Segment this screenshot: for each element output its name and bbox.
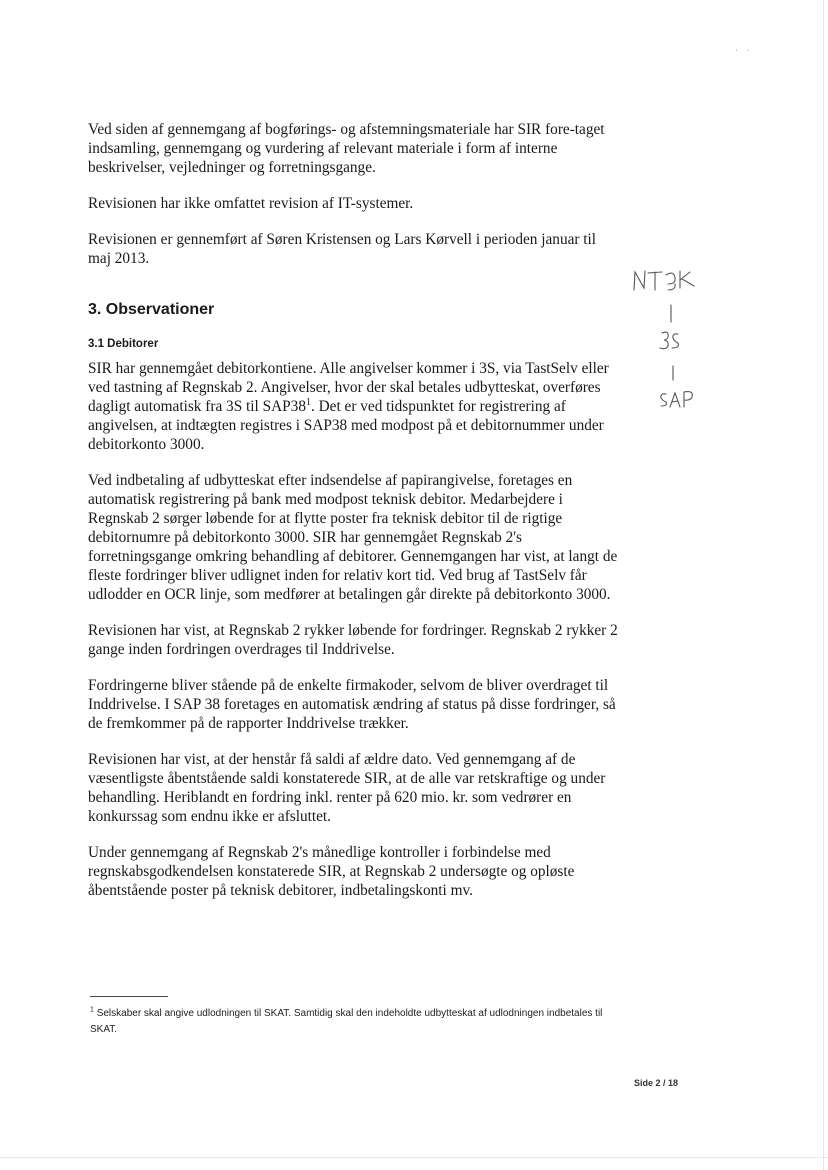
paragraph-text: . Det er ved tidspunktet for registrering af angivelsen, at indtægten registres i SAP38 med modpost på et debitornummer under debitorkonto 3000. bbox=[88, 398, 604, 453]
debitorer-paragraph-1 bbox=[88, 359, 618, 454]
footnote bbox=[90, 1006, 610, 1038]
intro-paragraph-1: Ved siden af gennemgang af bogførings- og afstemningsmateriale har SIR fore-taget indsamling, gennemgang og vurdering af relevant materiale i form af interne beskrivelser, vejledninger og forretningsgange. bbox=[88, 121, 605, 176]
paragraph-text: SIR har gennemgået debitorkontiene. Alle angivelser kommer i 3S, via TastSelv eller ved tastning af Regnskab 2. Angivelser, hvor der skal betales udbytteskat, overføres dagligt automatisk fra 3S til SAP38 bbox=[88, 360, 609, 415]
debitorer-paragraph-6: Under gennemgang af Regnskab 2's månedlige kontroller i forbindelse med regnskabsgodkendelsen konstaterede SIR, at Regnskab 2 undersøgte og opløste åbentstående poster på teknisk debitorer, indbetalingskonti mv. bbox=[88, 844, 575, 899]
intro-paragraph-3: Revisionen er gennemført af Søren Kristensen og Lars Kørvell i perioden januar til maj 2013. bbox=[88, 231, 597, 267]
debitorer-paragraph-3: Revisionen har vist, at Regnskab 2 rykker løbende for fordringer. Regnskab 2 rykker 2 gange inden fordringen overdrages til Inddrivelse. bbox=[88, 622, 618, 658]
subsection-heading: 3.1 Debitorer bbox=[88, 338, 159, 350]
debitorer-paragraph-5: Revisionen har vist, at der henstår få saldi af ældre dato. Ved gennemgang af de væsentligste åbentstående saldi konstaterede SIR, at de alle var retskraftige og under behandling. Heriblandt en fordring inkl. renter på 620 mio. kr. som vedrører en konkurssag som endnu ikke er afsluttet. bbox=[88, 751, 606, 825]
footnote-marker: 1 bbox=[90, 1006, 94, 1014]
handwritten-annotation bbox=[622, 260, 722, 430]
handwriting-drawing bbox=[622, 260, 722, 430]
footnote-divider bbox=[90, 996, 168, 997]
page-edge bbox=[823, 0, 824, 1170]
document-body bbox=[88, 120, 618, 917]
footnote-reference: 1 bbox=[305, 396, 311, 408]
page-number: Side 2 / 18 bbox=[634, 1078, 679, 1088]
intro-paragraph-2: Revisionen har ikke omfattet revision af IT-systemer. bbox=[88, 195, 414, 212]
debitorer-paragraph-2: Ved indbetaling af udbytteskat efter indsendelse af papirangivelse, foretages en automatisk registrering på bank med modpost teknisk debitor. Medarbejdere i Regnskab 2 sørger løbende for at flytte poster fra teknisk debitor til de rigtige debitornumre på debitorkonto 3000. SIR har gennemgået Regnskab 2's forretningsgange omkring behandling af debitorer. Gennemgangen har vist, at langt de fleste fordringer bliver udlignet inden for relativ kort tid. Ved brug af TastSelv får udlodder en OCR linje, som medfører at betalingen går direkte på debitorkonto 3000. bbox=[88, 472, 618, 603]
scan-speck-mark: · · bbox=[735, 46, 753, 56]
section-heading: 3. Observationer bbox=[88, 301, 215, 318]
footnote-text: Selskaber skal angive udlodningen til SKAT. Samtidig skal den indeholdte udbytteskat af udlodningen indbetales til SKAT. bbox=[90, 1008, 603, 1035]
page-edge-bottom bbox=[0, 1157, 828, 1158]
debitorer-paragraph-4: Fordringerne bliver stående på de enkelte firmakoder, selvom de bliver overdraget til Inddrivelse. I SAP 38 foretages en automatisk ændring af status på disse fordringer, så de fremkommer på de rapporter Inddrivelse trækker. bbox=[88, 677, 616, 732]
